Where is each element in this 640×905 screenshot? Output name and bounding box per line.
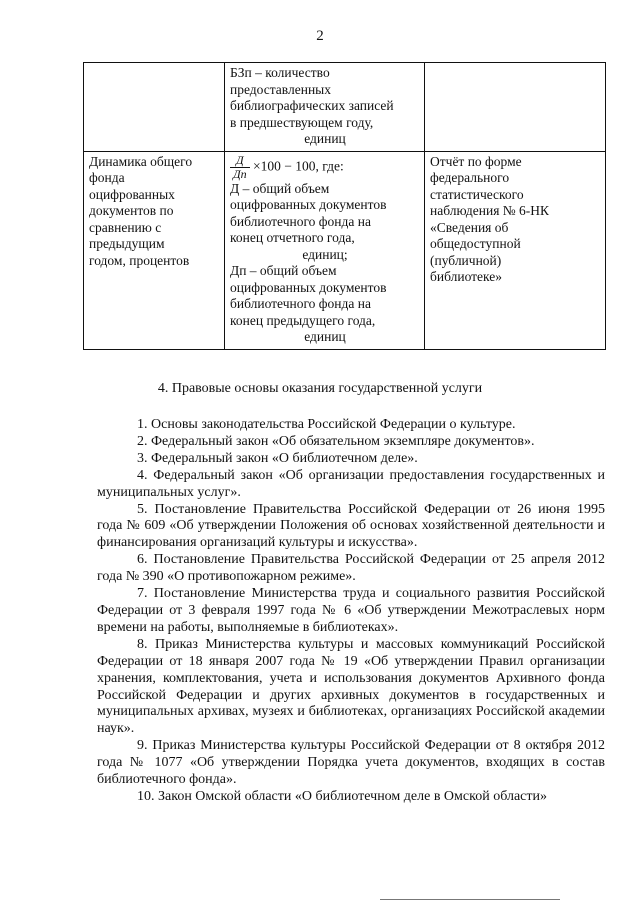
- legal-basis-list: [97, 417, 605, 806]
- table-cell: [225, 151, 425, 349]
- table-cell: [425, 151, 606, 349]
- list-item: 9. Приказ Министерства культуры Российской Федерации от 8 октября 2012 года № 1077 «Об утверждении Порядка учета документов, входящих в состав библиотечного фонда».: [97, 738, 605, 788]
- cell-line: оцифрованных: [89, 186, 175, 202]
- cell-line: сравнению с: [89, 219, 162, 235]
- cell-line: общедоступной: [430, 236, 521, 251]
- list-item: 1. Основы законодательства Российской Федерации о культуре.: [137, 417, 516, 432]
- cell-line: федерального: [430, 170, 510, 185]
- list-item: 4. Федеральный закон «Об организации предоставления государственных и муниципальных услуг».: [97, 467, 605, 500]
- cell-line: «Сведения об: [430, 219, 509, 235]
- cell-line: предоставленных: [230, 81, 331, 97]
- page-number: 2: [316, 28, 324, 44]
- cell-line: библиотечного фонда на: [230, 296, 371, 311]
- list-item: 7. Постановление Министерства труда и социального развития Российской Федерации от 3 февраля 1997 года № 6 «Об утверждении Межотраслевых норм времени на работы, выполняемые в библиотеках».: [97, 586, 605, 635]
- list-item: 2. Федеральный закон «Об обязательном экземпляре документов».: [137, 433, 535, 449]
- cell-line: единиц: [304, 329, 346, 344]
- cell-line: конец предыдущего года,: [230, 312, 376, 328]
- formula-numerator: Д: [230, 154, 250, 168]
- formula: [230, 154, 420, 181]
- footer-rule: [380, 899, 560, 900]
- list-item: 6. Постановление Правительства Российской Федерации от 25 апреля 2012 года № 390 «О противопожарном режиме».: [97, 552, 605, 585]
- cell-line: Динамика общего: [89, 153, 193, 169]
- cell-line: конец отчетного года,: [230, 230, 355, 245]
- cell-line: фонда: [89, 170, 125, 185]
- cell-line: Отчёт по форме: [430, 153, 522, 169]
- indicator-table: [83, 62, 606, 350]
- table-cell: [84, 151, 225, 349]
- list-item: 3. Федеральный закон «О библиотечном деле».: [137, 450, 418, 466]
- table-cell: [425, 63, 606, 152]
- table-cell: [84, 63, 225, 152]
- cell-line: статистического: [430, 186, 524, 202]
- table-row: [84, 151, 606, 349]
- cell-line: в предшествующем году,: [230, 114, 374, 130]
- formula-fraction: [230, 154, 250, 181]
- formula-denominator: Дп: [233, 166, 247, 181]
- list-item: 10. Закон Омской области «О библиотечном деле в Омской области»: [137, 788, 547, 804]
- cell-line: оцифрованных документов: [230, 197, 387, 212]
- cell-line: оцифрованных документов: [230, 279, 387, 295]
- cell-line: документов по: [89, 203, 174, 218]
- cell-line: (публичной): [430, 252, 502, 268]
- list-item: 5. Постановление Правительства Российской Федерации от 26 июня 1995 года № 609 «Об утверждении Положения об основах хозяйственной деятельности и финансирования организаций культуры и искусства».: [97, 501, 605, 551]
- table-cell: [225, 63, 425, 152]
- cell-line: Дп – общий объем: [230, 263, 337, 278]
- cell-line: единиц: [304, 131, 346, 146]
- cell-line: библиотеке»: [430, 269, 503, 284]
- cell-line: предыдущим: [89, 236, 165, 251]
- cell-line: Д – общий объем: [230, 180, 330, 196]
- cell-line: БЗп – количество: [230, 65, 330, 80]
- cell-line: годом, процентов: [89, 252, 190, 268]
- cell-line: библиотечного фонда на: [230, 213, 371, 229]
- cell-line: библиографических записей: [230, 98, 394, 113]
- table-row: [84, 63, 606, 152]
- list-item: 8. Приказ Министерства культуры и массовых коммуникаций Российской Федерации от 18 января 2007 года № 19 «Об утверждении Правил организации хранения, комплектования, учета и использования документов Архивного фонда Российской Федерации и других архивных документов в государственных и муниципальных архивах, музеях и библиотеках, организациях Российской академии наук».: [97, 636, 605, 737]
- cell-line: наблюдения № 6-НК: [430, 203, 550, 218]
- section-title: 4. Правовые основы оказания государственной услуги: [157, 381, 483, 396]
- cell-line: единиц;: [302, 246, 348, 262]
- formula-tail: ×100 − 100, где:: [253, 158, 344, 174]
